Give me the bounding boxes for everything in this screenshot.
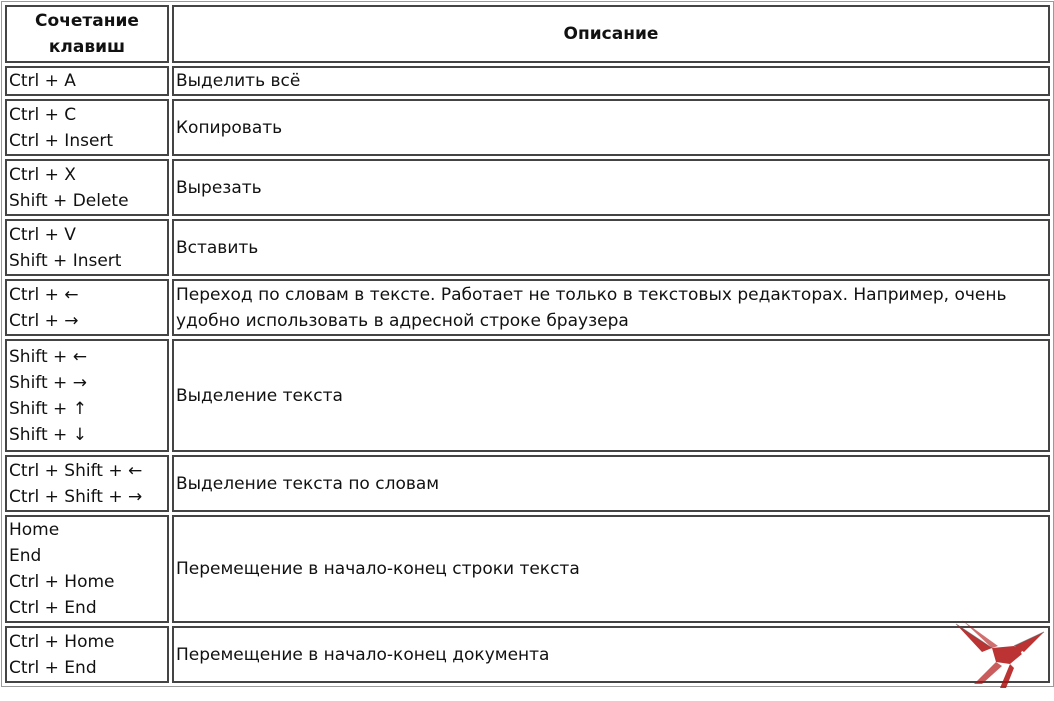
header-description: Описание: [172, 5, 1050, 63]
table-row: [5, 219, 1050, 276]
hummingbird-logo-icon: [952, 618, 1048, 694]
key-combination: Shift + ↑: [9, 398, 87, 419]
table-row: [5, 455, 1050, 512]
keys-cell: [5, 455, 169, 512]
table-row: [5, 279, 1050, 336]
key-combination: Ctrl + V: [9, 224, 76, 245]
description-cell: Переход по словам в тексте. Работает не только в текстовых редакторах. Например, очень удобно использовать в адресной строке браузера: [172, 279, 1050, 336]
key-combination: Ctrl + ←: [9, 284, 79, 305]
table-row: [5, 339, 1050, 452]
table-row: [5, 66, 1050, 96]
key-combination: Ctrl + Home: [9, 631, 115, 652]
description-cell: Вставить: [172, 219, 1050, 276]
description-cell: Перемещение в начало-конец строки текста: [172, 515, 1050, 623]
keys-cell: [5, 339, 169, 452]
key-combination: End: [9, 546, 42, 566]
key-combination: Home: [9, 520, 60, 540]
key-combination: Ctrl + Shift + ←: [9, 460, 143, 481]
key-combination: Shift + ←: [9, 346, 87, 367]
hotkeys-table: [1, 1, 1054, 687]
table-row: [5, 99, 1050, 156]
key-combination: Shift + Insert: [9, 250, 122, 271]
header-keys: Сочетание клавиш: [5, 5, 169, 63]
keys-cell: [5, 66, 169, 96]
key-combination: Ctrl + End: [9, 657, 97, 678]
key-combination: Shift + Delete: [9, 190, 129, 211]
keys-cell: [5, 219, 169, 276]
key-combination: Shift + ↓: [9, 424, 87, 445]
table-header-row: [5, 5, 1050, 63]
keys-cell: [5, 515, 169, 623]
key-combination: Ctrl + A: [9, 71, 76, 91]
keys-cell: [5, 99, 169, 156]
keys-cell: [5, 279, 169, 336]
key-combination: Shift + →: [9, 372, 87, 393]
key-combination: Ctrl + Insert: [9, 130, 114, 151]
description-cell: Выделение текста: [172, 339, 1050, 452]
key-combination: Ctrl + End: [9, 598, 97, 618]
key-combination: Ctrl + X: [9, 164, 76, 185]
keys-cell: [5, 159, 169, 216]
key-combination: Ctrl + Shift + →: [9, 486, 143, 507]
description-cell: Выделение текста по словам: [172, 455, 1050, 512]
description-cell: Перемещение в начало-конец документа: [172, 626, 1050, 683]
key-combination: Ctrl + Home: [9, 572, 115, 592]
key-combination: Ctrl + →: [9, 310, 79, 331]
description-cell: Вырезать: [172, 159, 1050, 216]
table-row: [5, 515, 1050, 623]
description-cell: Копировать: [172, 99, 1050, 156]
table-row: [5, 626, 1050, 683]
table-row: [5, 159, 1050, 216]
description-cell: Выделить всё: [172, 66, 1050, 96]
key-combination: Ctrl + C: [9, 104, 77, 125]
keys-cell: [5, 626, 169, 683]
